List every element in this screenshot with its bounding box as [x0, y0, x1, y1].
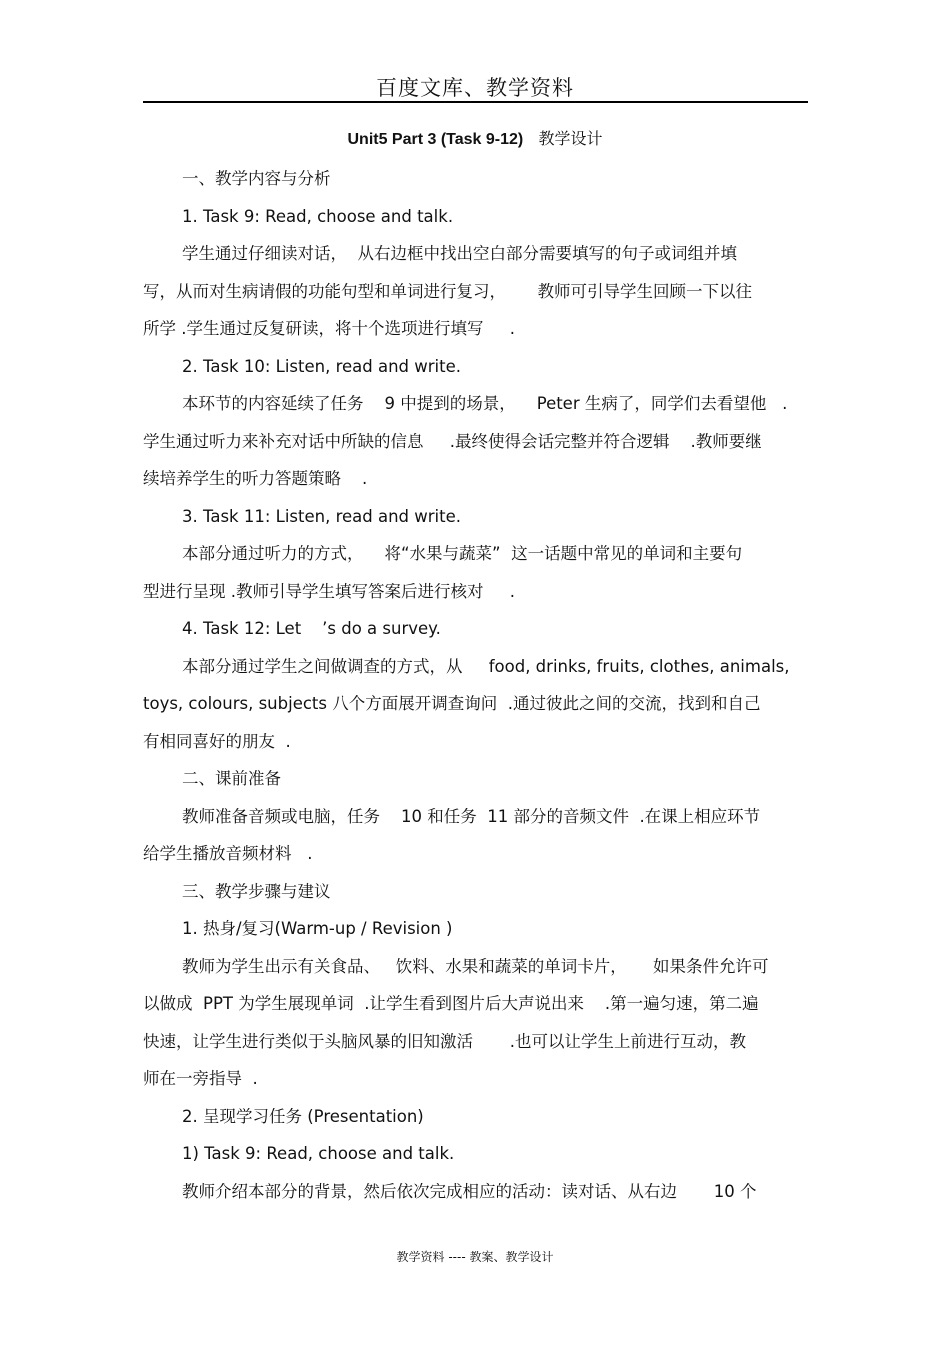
body-line: 1. 热身/复习(Warm-up / Revision ) [182, 919, 453, 938]
body-line: 本环节的内容延续了任务 9 中提到的场景， Peter 生病了，同学们去看望他 . [182, 394, 788, 413]
body-line: 学生通过听力来补充对话中所缺的信息 .最终使得会话完整并符合逻辑 .教师要继 [143, 431, 762, 451]
document-body [143, 160, 811, 1210]
body-line: 给学生播放音频材料 . [143, 844, 313, 863]
body-line: 以做成 PPT 为学生展现单词 .让学生看到图片后大声说出来 .第一遍匀速，第二遍 [143, 994, 759, 1013]
header-divider [143, 101, 808, 103]
body-line: 有相同喜好的朋友 . [143, 731, 291, 751]
body-line: 1) Task 9: Read, choose and talk. [182, 1144, 455, 1163]
body-line: 所学 .学生通过反复研读，将十个选项进行填写 . [143, 319, 515, 338]
document-title [0, 126, 950, 149]
body-line: 一、教学内容与分析 [182, 169, 331, 188]
body-line: 型进行呈现 .教师引导学生填写答案后进行核对 . [143, 581, 515, 601]
body-line: 三、教学步骤与建议 [182, 881, 331, 901]
body-line: 教师准备音频或电脑，任务 10 和任务 11 部分的音频文件 .在课上相应环节 [182, 806, 761, 826]
body-line: 本部分通过听力的方式， 将“水果与蔬菜” 这一话题中常见的单词和主要句 [182, 544, 743, 563]
body-line: 教师为学生出示有关食品、 饮料、水果和蔬菜的单词卡片， 如果条件允许可 [182, 956, 769, 976]
body-line: 3. Task 11: Listen, read and write. [182, 506, 462, 526]
body-line: 2. 呈现学习任务 (Presentation) [182, 1106, 424, 1126]
body-line: toys, colours, subjects 八个方面展开调查询问 .通过彼此之间的交流，找到和自己 [143, 694, 761, 713]
body-line: 学生通过仔细读对话， 从右边框中找出空白部分需要填写的句子或词组并填 [182, 244, 737, 263]
body-line: 教师介绍本部分的背景，然后依次完成相应的活动：读对话、从右边 10 个 [182, 1181, 757, 1201]
document-title-suffix: 教学设计 [523, 129, 603, 148]
body-line: 写，从而对生病请假的功能句型和单词进行复习， 教师可引导学生回顾一下以往 [143, 281, 752, 301]
body-line: 2. Task 10: Listen, read and write. [182, 356, 462, 376]
body-line: 本部分通过学生之间做调查的方式，从 food, drinks, fruits, clothes, animals, [182, 656, 790, 676]
page-footer: 教学资料 ---- 教案、教学设计 [396, 1250, 554, 1264]
document-title-main: Unit5 Part 3 (Task 9-12) [347, 131, 524, 148]
body-line: 续培养学生的听力答题策略 . [143, 469, 368, 488]
body-line: 4. Task 12: Let ’s do a survey. [182, 619, 441, 638]
body-line: 师在一旁指导 . [143, 1069, 258, 1088]
body-line: 1. Task 9: Read, choose and talk. [182, 206, 454, 226]
page-header-title: 百度文库、教学资料 [376, 76, 574, 100]
body-line: 二、课前准备 [182, 769, 281, 788]
body-line: 快速，让学生进行类似于头脑风暴的旧知激活 .也可以让学生上前进行互动，教 [143, 1031, 746, 1051]
